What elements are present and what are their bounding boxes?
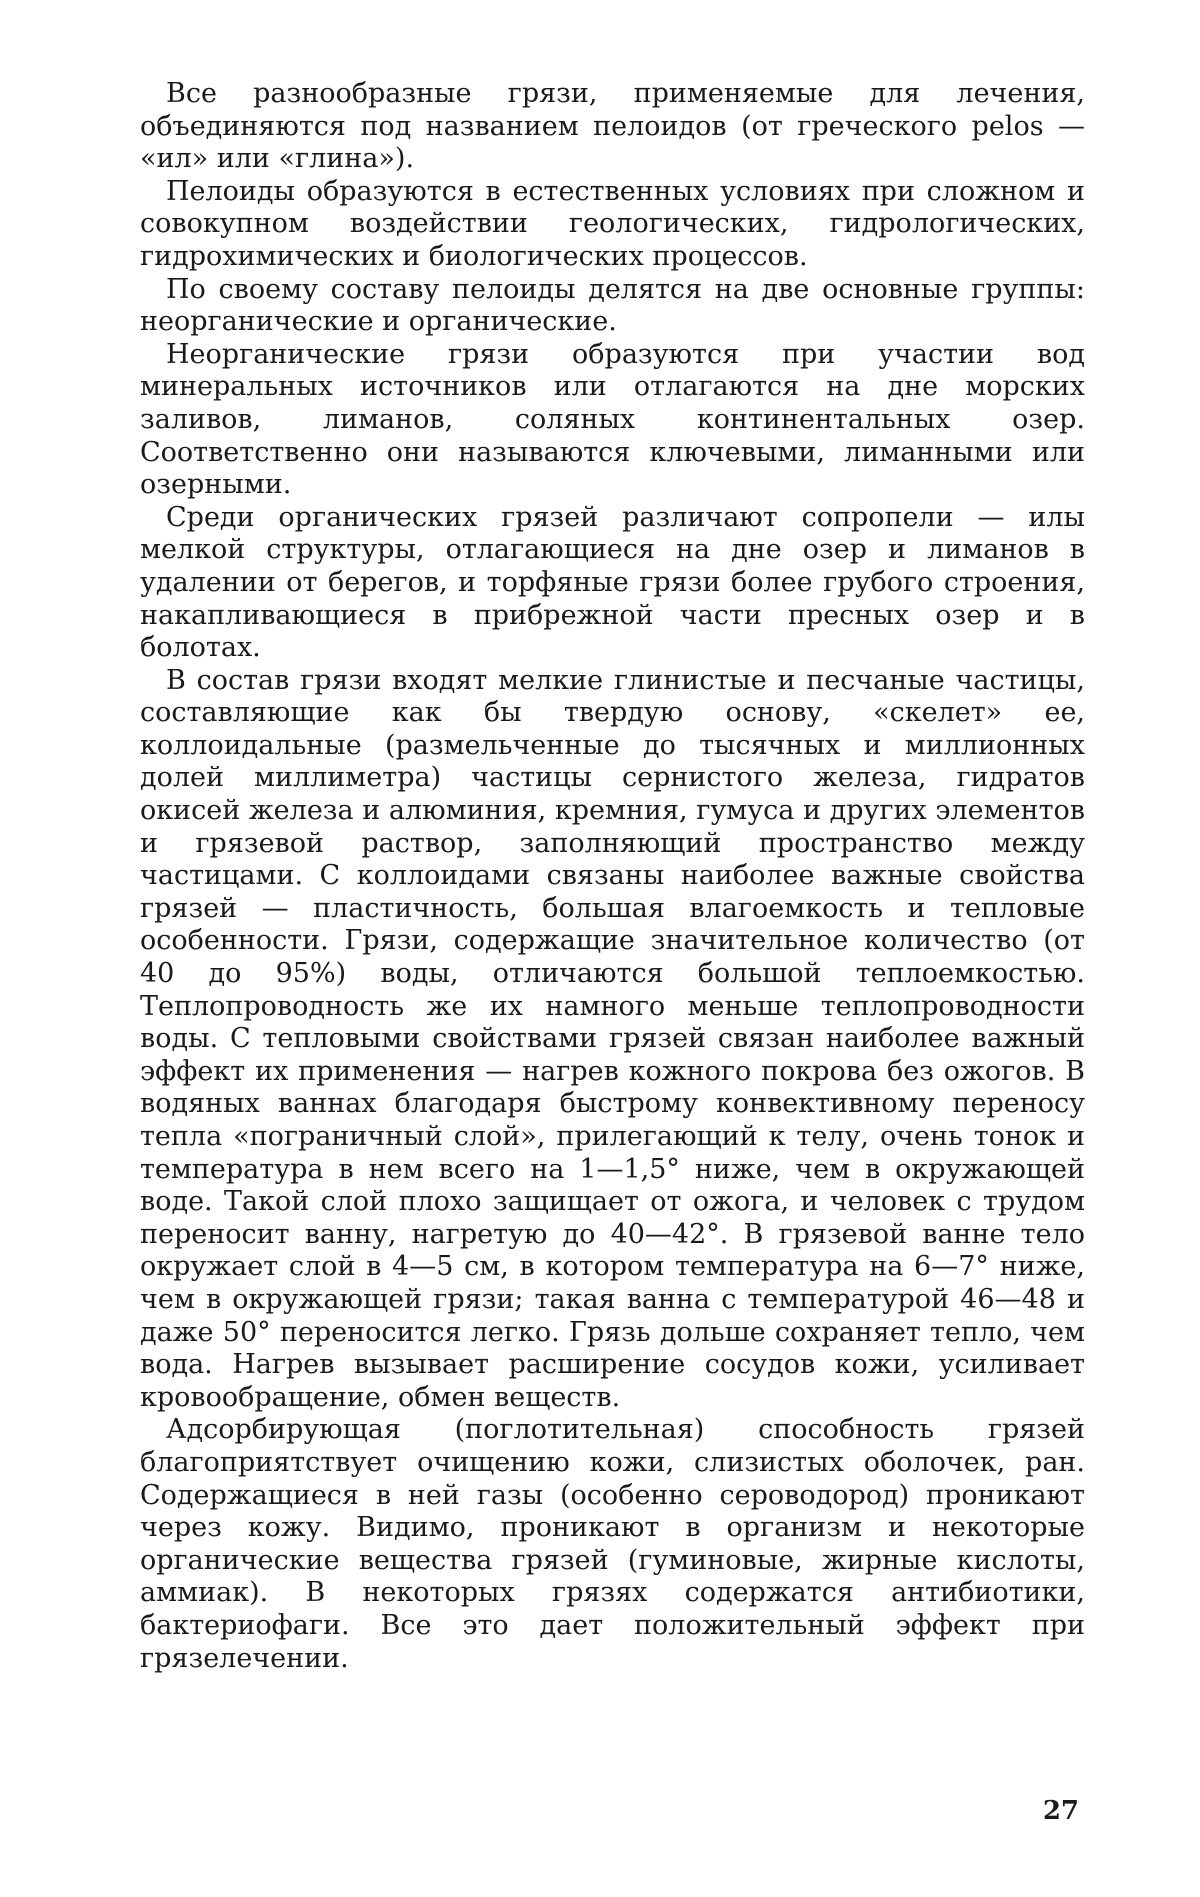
paragraph-pelos: Все разнообразные грязи, применяемые для лечения, объединяются под названием пелоидов (от греческого pelos — «ил» или «глина»).: [140, 78, 1085, 175]
paragraph-groups: По своему составу пелоиды делятся на две основные группы: неорганические и органические.: [140, 273, 1085, 338]
paragraph-adsorption: Адсорбирующая (поглотительная) способность грязей благоприятствует очищению кожи, слизистых оболочек, ран. Содержащиеся в ней газы (особенно сероводород) проникают через кожу. Видимо, проникают в организм и некоторые органические вещества грязей (гуминовые, жирные кислоты, аммиак). В некоторых грязях содержатся антибиотики, бактериофаги. Все это дает положительный эффект при грязелечении.: [140, 1414, 1085, 1674]
paragraph-formation: Пелоиды образуются в естественных условиях при сложном и совокупном воздействии геологических, гидрологических, гидрохимических и биологических процессов.: [140, 175, 1085, 272]
paragraph-organic: Среди органических грязей различают сопропели — илы мелкой структуры, отлагающиеся на дне озер и лиманов в удалении от берегов, и торфяные грязи более грубого строения, накапливающиеся в прибрежной части пресных озер и в болотах.: [140, 501, 1085, 664]
page-body: [140, 78, 1085, 1675]
paragraph-composition: В состав грязи входят мелкие глинистые и песчаные частицы, составляющие как бы твердую основу, «скелет» ее, коллоидальные (размельченные до тысячных и миллионных долей миллиметра) частицы сернистого железа, гидратов окисей железа и алюминия, кремния, гумуса и других элементов и грязевой раствор, заполняющий пространство между частицами. С коллоидами связаны наиболее важные свойства грязей — пластичность, большая влагоемкость и тепловые особенности. Грязи, содержащие значительное количество (от 40 до 95%) воды, отличаются большой теплоемкостью. Теплопроводность же их намного меньше теплопроводности воды. С тепловыми свойствами грязей связан наиболее важный эффект их применения — нагрев кожного покрова без ожогов. В водяных ваннах благодаря быстрому конвективному переносу тепла «пограничный слой», прилегающий к телу, очень тонок и температура в нем всего на 1—1,5° ниже, чем в окружающей воде. Такой слой плохо защищает от ожога, и человек с трудом переносит ванну, нагретую до 40—42°. В грязевой ванне тело окружает слой в 4—5 см, в котором температура на 6—7° ниже, чем в окружающей грязи; такая ванна с температурой 46—48 и даже 50° переносится легко. Грязь дольше сохраняет тепло, чем вода. Нагрев вызывает расширение сосудов кожи, усиливает кровообращение, обмен веществ.: [140, 664, 1085, 1413]
page-number: 27: [1042, 1796, 1079, 1826]
paragraph-inorganic: Неорганические грязи образуются при участии вод минеральных источников или отлагаются на дне морских заливов, лиманов, соляных континентальных озер. Соответственно они называются ключевыми, лиманными или озерными.: [140, 338, 1085, 501]
